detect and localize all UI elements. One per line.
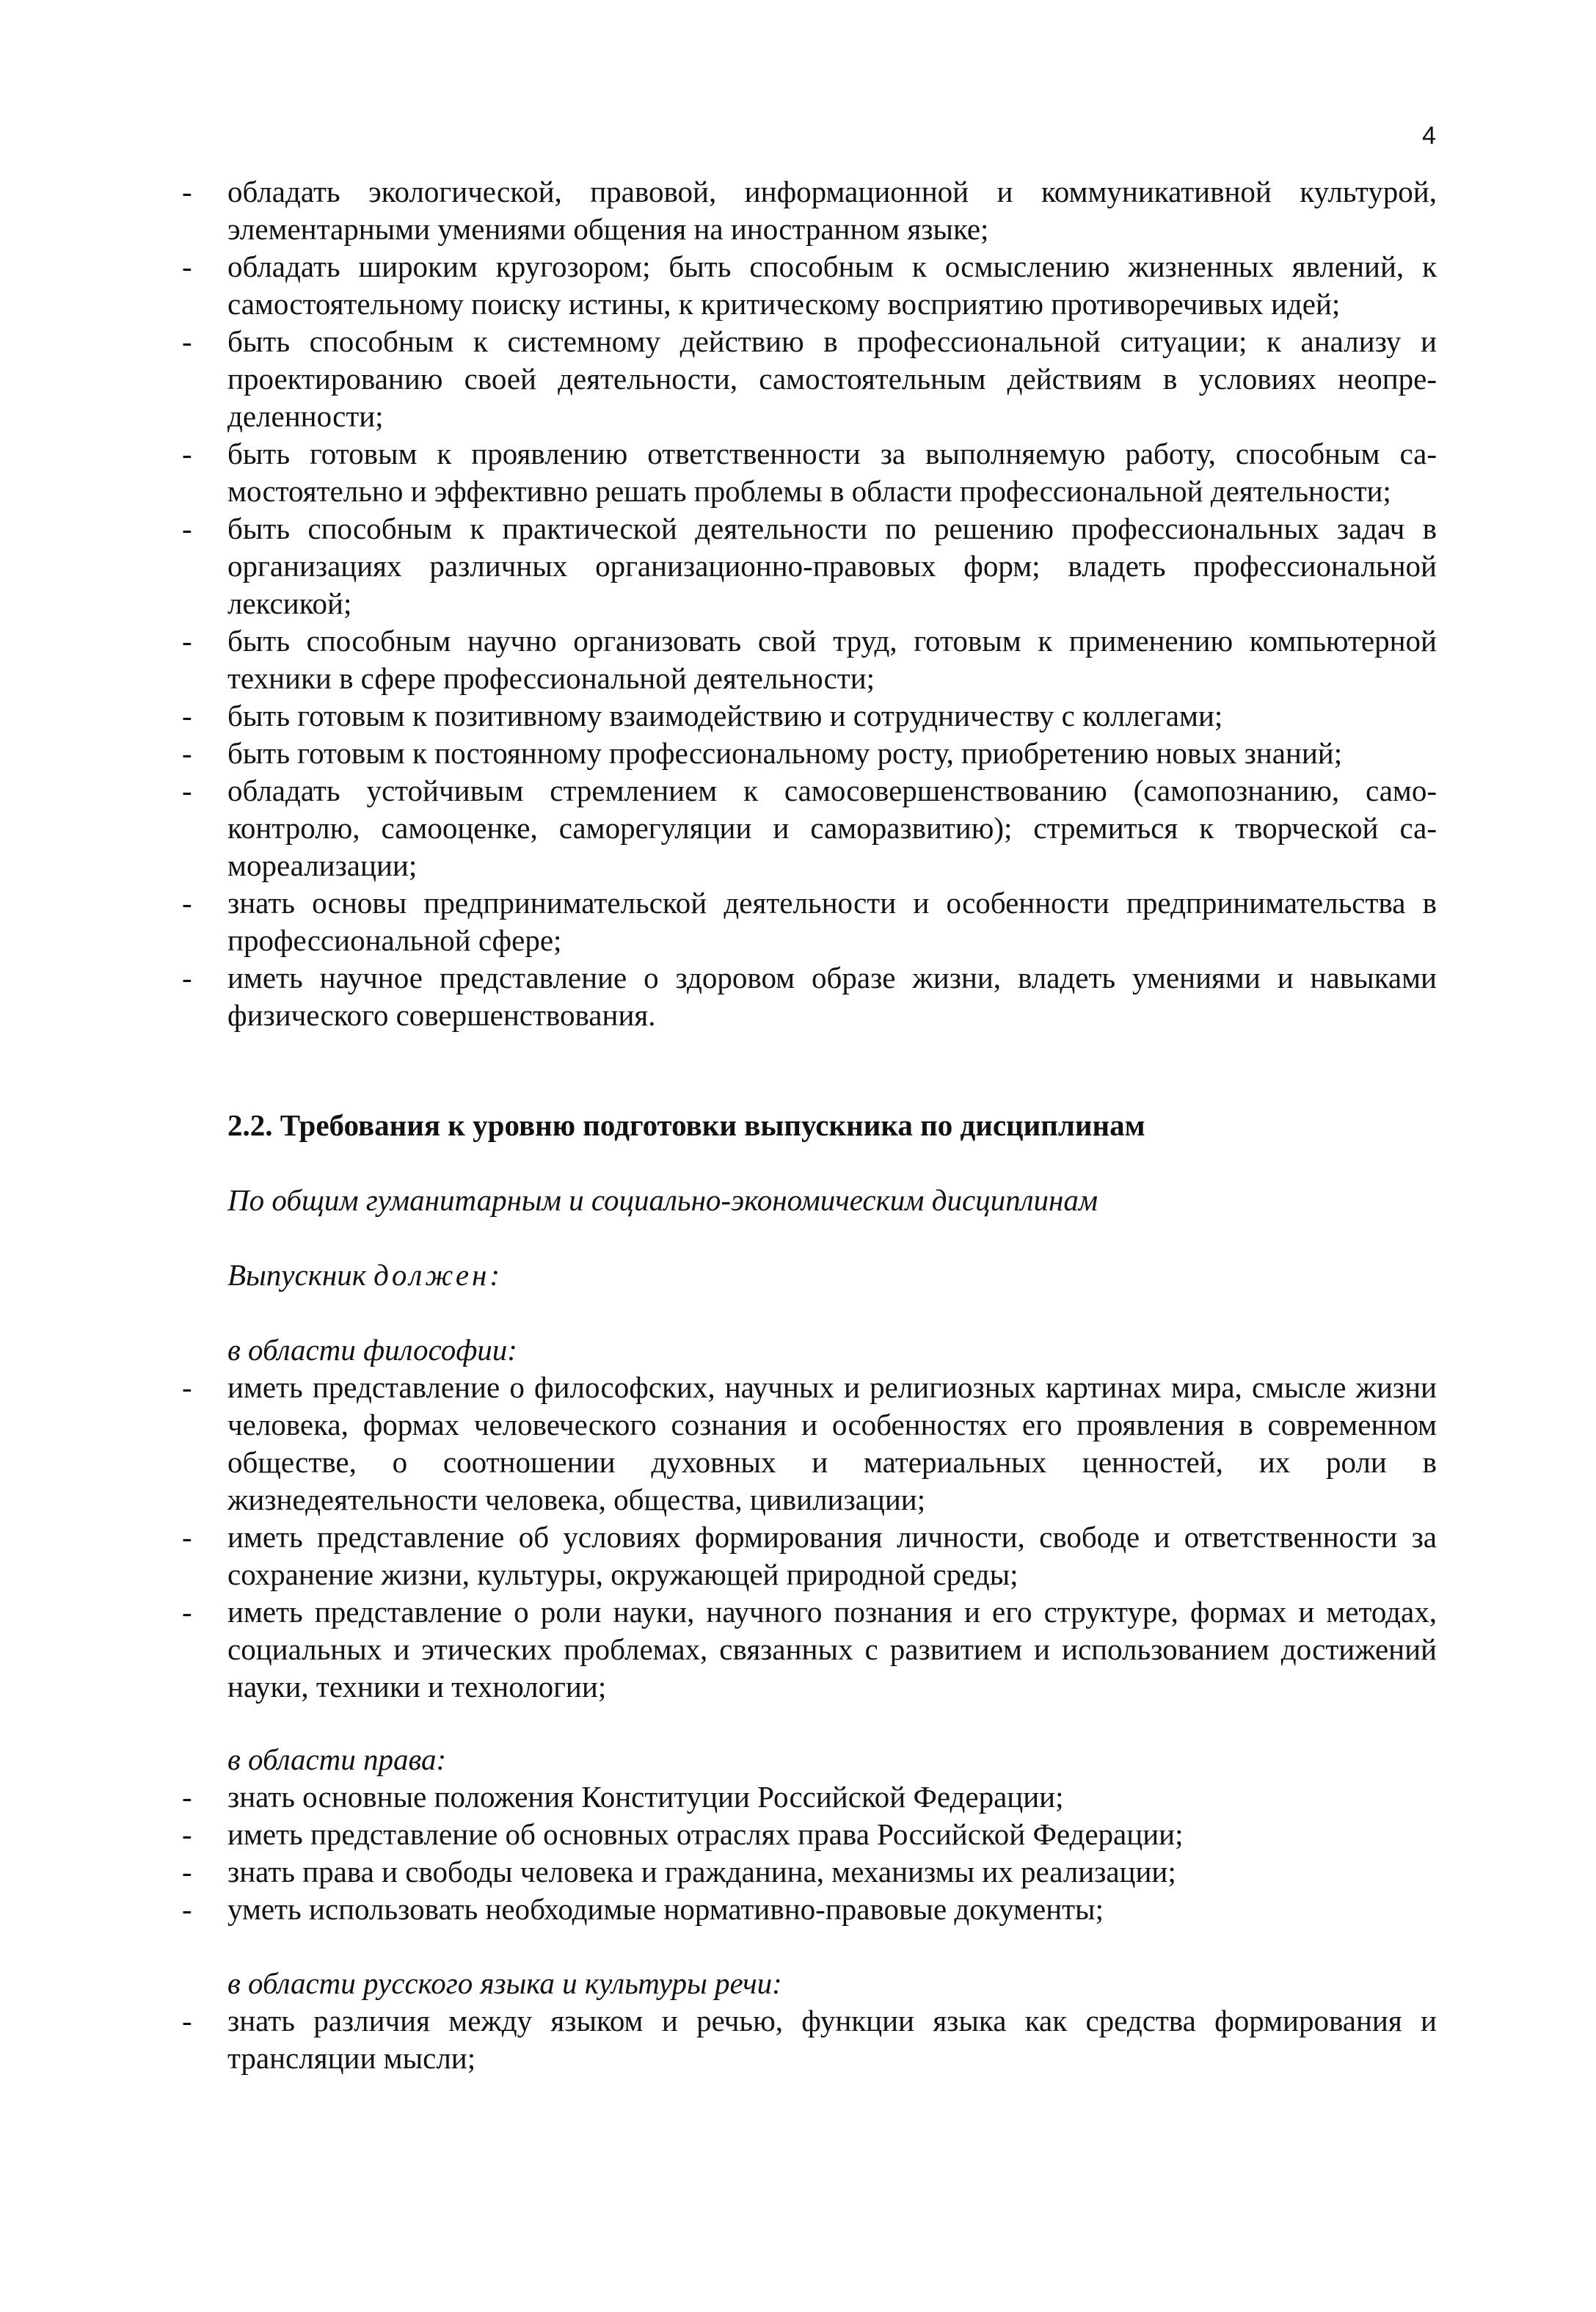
bullet-dash: - <box>182 624 192 658</box>
list-item <box>182 1369 1437 1519</box>
graduate-prefix: Выпускник <box>227 1258 366 1292</box>
list-item-text: знать основные положения Конституции Российской Федерации; <box>227 1780 1064 1814</box>
list-item-text: обладать устойчивым стремлением к самосовершенствованию (самопознанию, самоконтролю, самооценке, саморегуляции и саморазвитию); стремиться к творческой самореализации; <box>227 774 1437 882</box>
bullet-dash: - <box>182 2004 192 2037</box>
list-item-text: быть готовым к позитивному взаимодействию и сотрудничеству с коллегами; <box>227 699 1223 733</box>
list-item <box>182 435 1437 510</box>
list-item <box>182 622 1437 697</box>
bullet-dash: - <box>182 774 192 807</box>
list-item-text: иметь представление о роли науки, научного познания и его структуре, формах и методах, социальных и этических проблемах, связанных с развитием и использованием достижений науки, техники и технологии; <box>227 1595 1437 1704</box>
list-item-text: знать различия между языком и речью, функции языка как средства формирования и трансляции мысли; <box>227 2004 1437 2075</box>
subsection-heading: По общим гуманитарным и социально-экономическим дисциплинам <box>227 1183 1098 1217</box>
bullet-dash: - <box>182 1892 192 1926</box>
list-item <box>182 1593 1437 1706</box>
list-item-text: быть способным научно организовать свой труд, готовым к применению компьютерной техники в сфере профессиональной деятельности; <box>227 624 1437 695</box>
bullet-dash: - <box>182 324 192 358</box>
bullet-dash: - <box>182 1370 192 1404</box>
list-item <box>182 884 1437 959</box>
law-list <box>182 1778 1437 1928</box>
list-item-text: быть способным к практической деятельности по решению профессиональных задач в организациях различных организационно-правовых форм; владеть профессиональной лексикой; <box>227 512 1437 620</box>
list-item-text: быть способным к системному действию в профессиональной ситуации; к анализу и проектированию своей деятельности, самостоятельным действиям в условиях неопределенности; <box>227 324 1437 433</box>
bullet-dash: - <box>182 1817 192 1851</box>
bullet-dash: - <box>182 512 192 545</box>
list-item <box>182 173 1437 248</box>
bullet-dash: - <box>182 699 192 733</box>
bullet-dash: - <box>182 1855 192 1889</box>
section-heading: 2.2. Требования к уровню подготовки выпускника по дисциплинам <box>227 1108 1145 1142</box>
list-item <box>182 1891 1437 1928</box>
list-item <box>182 772 1437 884</box>
list-item <box>182 1778 1437 1816</box>
list-item-text: быть готовым к проявлению ответственности за выполняемую работу, способным самостоятельно и эффективно решать проблемы в области профессиональной деятельности; <box>227 437 1437 508</box>
list-item <box>182 323 1437 435</box>
list-item-text: знать основы предпринимательской деятельности и особенности предпринимательства в профессиональной сфере; <box>227 886 1437 957</box>
list-item-text: иметь представление о философских, научных и религиозных картинах мира, смысле жизни человека, формах человеческого сознания и особенностях его проявления в современном обществе, о соотношении духовных и материальных ценностей, их роли в жизнедеятельности человека, общества, цивилизации; <box>227 1370 1437 1516</box>
philosophy-title: в области философии: <box>227 1333 517 1367</box>
list-item <box>182 248 1437 323</box>
russian-list <box>182 2002 1437 2077</box>
list-item <box>182 2002 1437 2077</box>
list-item-text: обладать широким кругозором; быть способным к осмыслению жизненных явлений, к самостоятельному поиску истины, к критическому восприятию противоречивых идей; <box>227 250 1437 321</box>
list-item-text: знать права и свободы человека и гражданина, механизмы их реализации; <box>227 1855 1176 1889</box>
philosophy-list <box>182 1369 1437 1706</box>
list-item-text: иметь научное представление о здоровом образе жизни, владеть умениями и навыками физического совершенствования. <box>227 961 1437 1032</box>
intro-requirements-list <box>182 173 1437 1034</box>
list-item <box>182 959 1437 1034</box>
list-item <box>182 735 1437 772</box>
list-item <box>182 697 1437 735</box>
list-item <box>182 510 1437 622</box>
graduate-must-line <box>227 1257 503 1294</box>
list-item <box>182 1816 1437 1853</box>
bullet-dash: - <box>182 886 192 920</box>
bullet-dash: - <box>182 1520 192 1554</box>
list-item <box>182 1519 1437 1593</box>
list-item-text: обладать экологической, правовой, информационной и коммуникативной культурой, элементарными умениями общения на иностранном языке; <box>227 175 1437 246</box>
graduate-must: должен: <box>374 1258 503 1292</box>
list-item <box>182 1853 1437 1891</box>
list-item-text: иметь представление об основных отраслях права Российской Федерации; <box>227 1817 1184 1851</box>
bullet-dash: - <box>182 736 192 770</box>
list-item-text: быть готовым к постоянному профессиональному росту, приобретению новых знаний; <box>227 736 1343 770</box>
page-number: 4 <box>1422 122 1436 150</box>
law-title: в области права: <box>227 1742 447 1776</box>
bullet-dash: - <box>182 961 192 995</box>
russian-title: в области русского языка и культуры речи: <box>227 1966 782 2000</box>
bullet-dash: - <box>182 437 192 470</box>
list-item-text: уметь использовать необходимые нормативно-правовые документы; <box>227 1892 1104 1926</box>
bullet-dash: - <box>182 175 192 208</box>
list-item-text: иметь представление об условиях формирования личности, свободе и ответственности за сохранение жизни, культуры, окружающей природной среды; <box>227 1520 1437 1591</box>
bullet-dash: - <box>182 250 192 283</box>
bullet-dash: - <box>182 1780 192 1814</box>
bullet-dash: - <box>182 1595 192 1629</box>
